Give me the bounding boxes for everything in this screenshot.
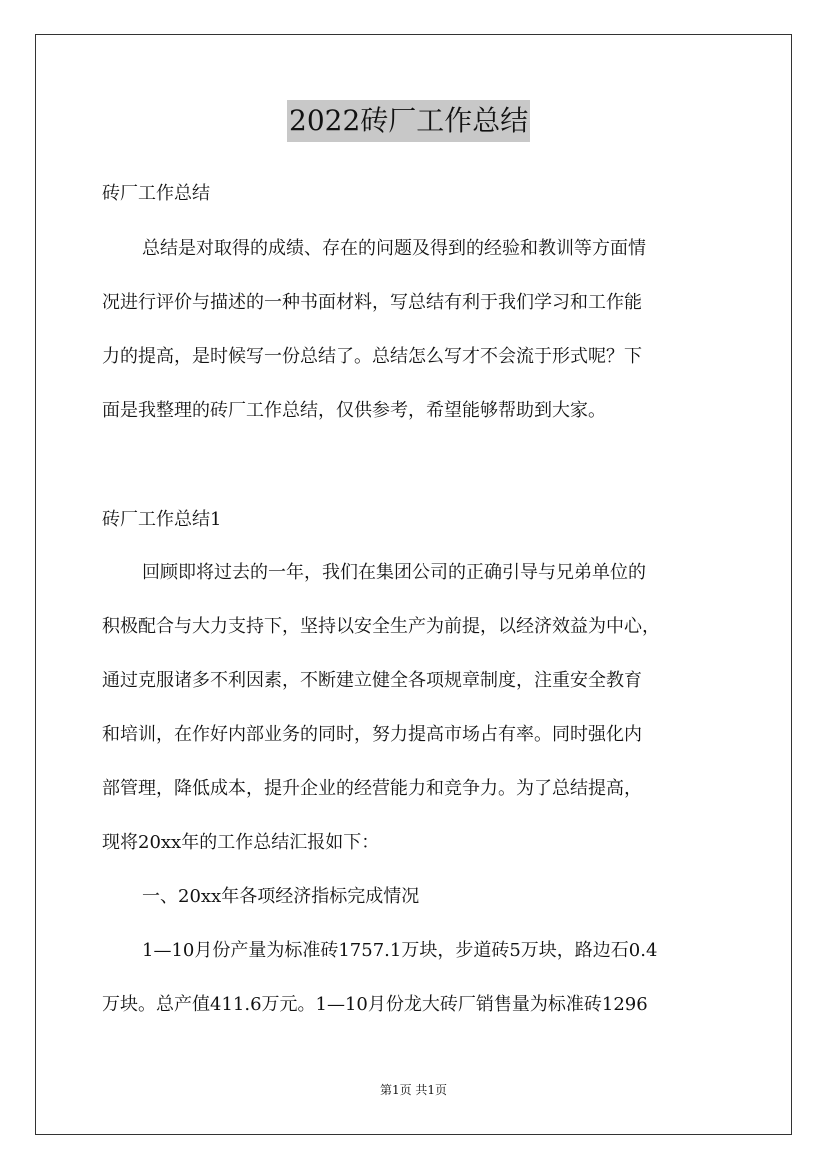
page-footer: 第1页 共1页 (379, 1083, 448, 1097)
intro-line: 况进行评价与描述的一种书面材料，写总结有利于我们学习和工作能 (102, 292, 642, 313)
document-title: 2022砖厂工作总结 (287, 100, 530, 142)
detail-line: 1—10月份产量为标准砖1757.1万块，步道砖5万块，路边石0.4 (142, 940, 658, 961)
section-line: 部管理，降低成本，提升企业的经营能力和竞争力。为了总结提高， (102, 778, 642, 799)
section-line: 积极配合与大力支持下，坚持以安全生产为前提，以经济效益为中心， (102, 616, 660, 637)
intro-line: 面是我整理的砖厂工作总结，仅供参考，希望能够帮助到大家。 (102, 400, 606, 421)
intro-line: 力的提高，是时候写一份总结了。总结怎么写才不会流于形式呢？下 (102, 346, 642, 367)
section-line: 通过克服诸多不利因素，不断建立健全各项规章制度，注重安全教育 (102, 670, 642, 691)
intro-line: 总结是对取得的成绩、存在的问题及得到的经验和教训等方面情 (142, 238, 646, 259)
subheading: 一、20xx年各项经济指标完成情况 (142, 886, 420, 907)
section-line: 和培训，在作好内部业务的同时，努力提高市场占有率。同时强化内 (102, 724, 642, 745)
section-heading: 砖厂工作总结1 (102, 509, 222, 530)
section-line: 现将20xx年的工作总结汇报如下： (102, 832, 380, 853)
section-line: 回顾即将过去的一年，我们在集团公司的正确引导与兄弟单位的 (142, 562, 646, 583)
detail-line: 万块。总产值411.6万元。1—10月份龙大砖厂销售量为标准砖1296 (102, 994, 648, 1015)
document-subtitle: 砖厂工作总结 (102, 183, 210, 204)
